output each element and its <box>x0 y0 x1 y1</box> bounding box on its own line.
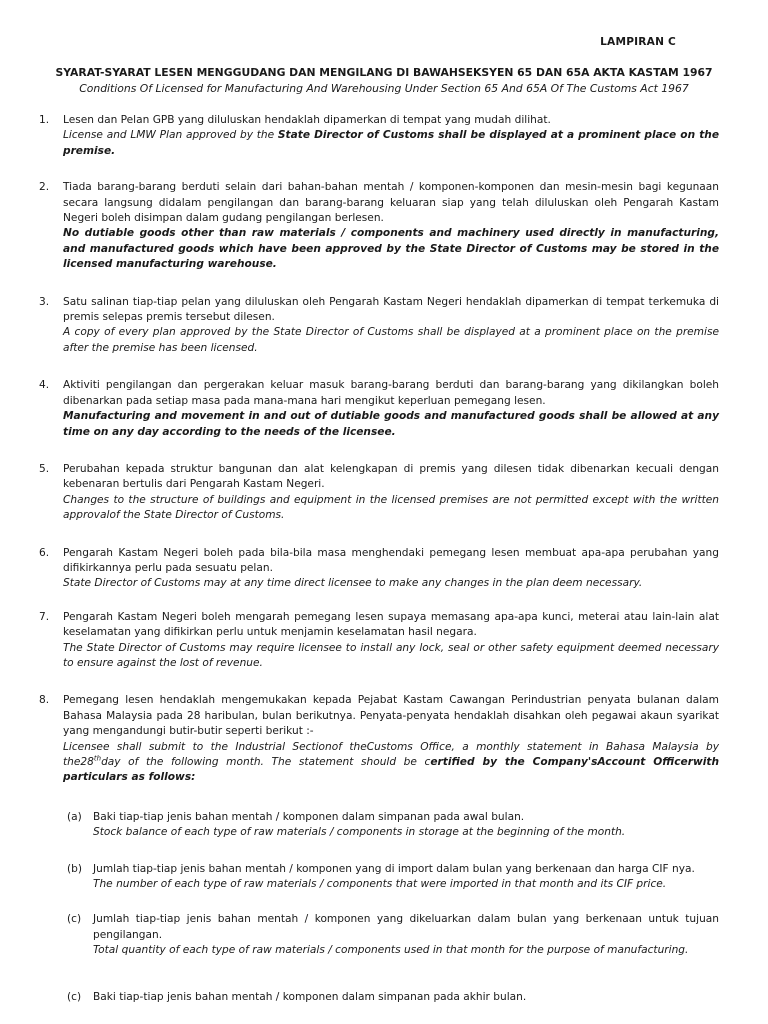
condition-number: 1. <box>39 114 50 126</box>
condition-english-text <box>63 226 719 272</box>
english-text-part: Licensee shall submit to the Industrial Sectionof theCustoms Office, a monthly statement in Bahasa Malaysia by the28 <box>63 740 719 768</box>
sub-item-b <box>0 862 719 893</box>
condition-number: 8. <box>39 694 50 707</box>
condition-number: 4. <box>39 379 50 392</box>
sub-item-label: (a) <box>67 810 82 823</box>
condition-item-7 <box>0 610 719 672</box>
condition-item-6 <box>0 546 719 592</box>
sub-item-english-text: Stock balance of each type of raw materials / components in storage at the beginning of the month. <box>93 826 626 839</box>
condition-number: 5. <box>39 462 50 475</box>
condition-item-4 <box>0 378 719 440</box>
condition-item-5 <box>0 462 719 524</box>
sub-item-label: (b) <box>67 862 82 875</box>
condition-malay-text: Aktiviti pengilangan dan pergerakan keluar masuk barang-barang berduti dan barang-barang yang dikilangkan boleh dibenarkan pada setiap masa pada mana-mana hari mengikut keperluan pemegang lesen. <box>63 379 719 407</box>
condition-item-8 <box>0 693 719 785</box>
sub-item-english-text: The number of each type of raw materials / components that were imported in that month and its CIF price. <box>93 878 667 891</box>
condition-english-text <box>63 409 719 440</box>
condition-malay-text: Pemegang lesen hendaklah mengemukakan kepada Pejabat Kastam Cawangan Perindustrian penyata bulanan dalam Bahasa Malaysia pada 28 haribulan, bulan berikutnya. Penyata-penyata hendaklah disahkan oleh pegawai akaun syarikat yang mengandungi butir-butir seperti berikut :- <box>63 694 719 738</box>
sub-item-label: (c) <box>67 913 82 926</box>
appendix-label: LAMPIRAN C <box>600 36 676 48</box>
condition-english-text <box>63 128 719 159</box>
conditions-list <box>0 113 768 1005</box>
sub-item-malay-text: Jumlah tiap-tiap jenis bahan mentah / komponen yang di import dalam bulan yang berkenaan dan harga CIF nya. <box>93 862 695 875</box>
english-text-emphasis: ertified by the Company'sAccount Officerwith particulars as follows: <box>63 756 719 784</box>
english-text-part: day of the following month. The statement should be c <box>101 756 431 768</box>
condition-english-text: A copy of every plan approved by the State Director of Customs shall be displayed at a prominent place on the premise after the premise has been licensed. <box>63 326 719 354</box>
document-subtitle: Conditions Of Licensed for Manufacturing And Warehousing Under Section 65 And 65A Of The Customs Act 1967 <box>79 82 689 95</box>
condition-malay-text: Satu salinan tiap-tiap pelan yang diluluskan oleh Pengarah Kastam Negeri hendaklah dipamerkan di tempat terkemuka di premis selepas premis tersebut dilesen. <box>63 295 719 324</box>
sub-item-d <box>0 990 719 1005</box>
condition-number: 6. <box>39 546 50 559</box>
document-title: SYARAT-SYARAT LESEN MENGGUDANG DAN MENGILANG DI BAWAHSEKSYEN 65 DAN 65A AKTA KASTAM 1967 <box>55 66 713 79</box>
condition-number: 7. <box>39 610 50 623</box>
condition-english-text: State Director of Customs may at any time direct licensee to make any changes in the plan deem necessary. <box>63 577 643 590</box>
condition-item-3 <box>0 295 719 357</box>
condition-malay-text: Perubahan kepada struktur bangunan dan alat kelengkapan di premis yang dilesen tidak dibenarkan kecuali dengan kebenaran bertulis dari Pengarah Kastam Negeri. <box>63 462 719 491</box>
english-text-emphasis: State Director of Customs shall be displayed at a prominent place on the premise. <box>63 129 720 157</box>
sub-item-malay-text: Jumlah tiap-tiap jenis bahan mentah / komponen yang dikeluarkan dalam bulan yang berkenaan untuk tujuan pengilangan. <box>93 913 719 941</box>
english-text-part: License and LMW Plan approved by the <box>63 129 278 142</box>
condition-english-text <box>63 740 719 786</box>
condition-malay-text: Tiada barang-barang berduti selain dari bahan-bahan mentah / komponen-komponen dan mesin-mesin bagi kegunaan secara langsung didalam pengilangan dan barang-barang keluaran siap yang telah diluluskan oleh Pengarah Kastam Negeri boleh disimpan dalam gudang pengilangan berlesen. <box>63 181 719 225</box>
condition-english-text: Changes to the structure of buildings and equipment in the licensed premises are not permitted except with the written approvalof the State Director of Customs. <box>63 493 719 522</box>
sub-item-malay-text: Baki tiap-tiap jenis bahan mentah / komponen dalam simpanan pada akhir bulan. <box>93 990 527 1003</box>
sub-item-c <box>0 912 719 958</box>
condition-malay-text: Lesen dan Pelan GPB yang diluluskan hendaklah dipamerkan di tempat yang mudah dilihat. <box>63 114 551 126</box>
sub-item-label: (c) <box>67 990 82 1003</box>
ordinal-suffix: th <box>93 754 102 763</box>
condition-english-text: The State Director of Customs may require licensee to install any lock, seal or other safety equipment deemed necessary to ensure against the lost of revenue. <box>63 641 719 669</box>
english-text-emphasis: Manufacturing and movement in and out of dutiable goods and manufactured goods shall be allowed at any time on any day according to the needs of the licensee. <box>63 410 719 438</box>
condition-malay-text: Pengarah Kastam Negeri boleh pada bila-bila masa menghendaki pemegang lesen membuat apa-apa perubahan yang difikirkannya perlu pada sesuatu pelan. <box>63 546 719 574</box>
english-text-emphasis: No dutiable goods other than raw materials / components and machinery used directly in manufacturing, and manufactured goods which have been approved by the State Director of Customs may be stored in the licensed manufacturing warehouse. <box>63 227 719 271</box>
condition-item-1 <box>0 113 719 159</box>
condition-number: 3. <box>39 295 50 308</box>
condition-malay-text: Pengarah Kastam Negeri boleh mengarah pemegang lesen supaya memasang apa-apa kunci, meterai atau lain-lain alat keselamatan yang difikirkan perlu untuk menjamin keselamatan hasil negara. <box>63 610 719 639</box>
sub-item-a <box>0 810 719 841</box>
sub-item-malay-text: Baki tiap-tiap jenis bahan mentah / komponen dalam simpanan pada awal bulan. <box>93 810 525 823</box>
sub-item-english-text: Total quantity of each type of raw materials / components used in that month for the purpose of manufacturing. <box>93 944 689 957</box>
condition-number: 2. <box>39 181 50 194</box>
condition-item-2 <box>0 180 719 272</box>
